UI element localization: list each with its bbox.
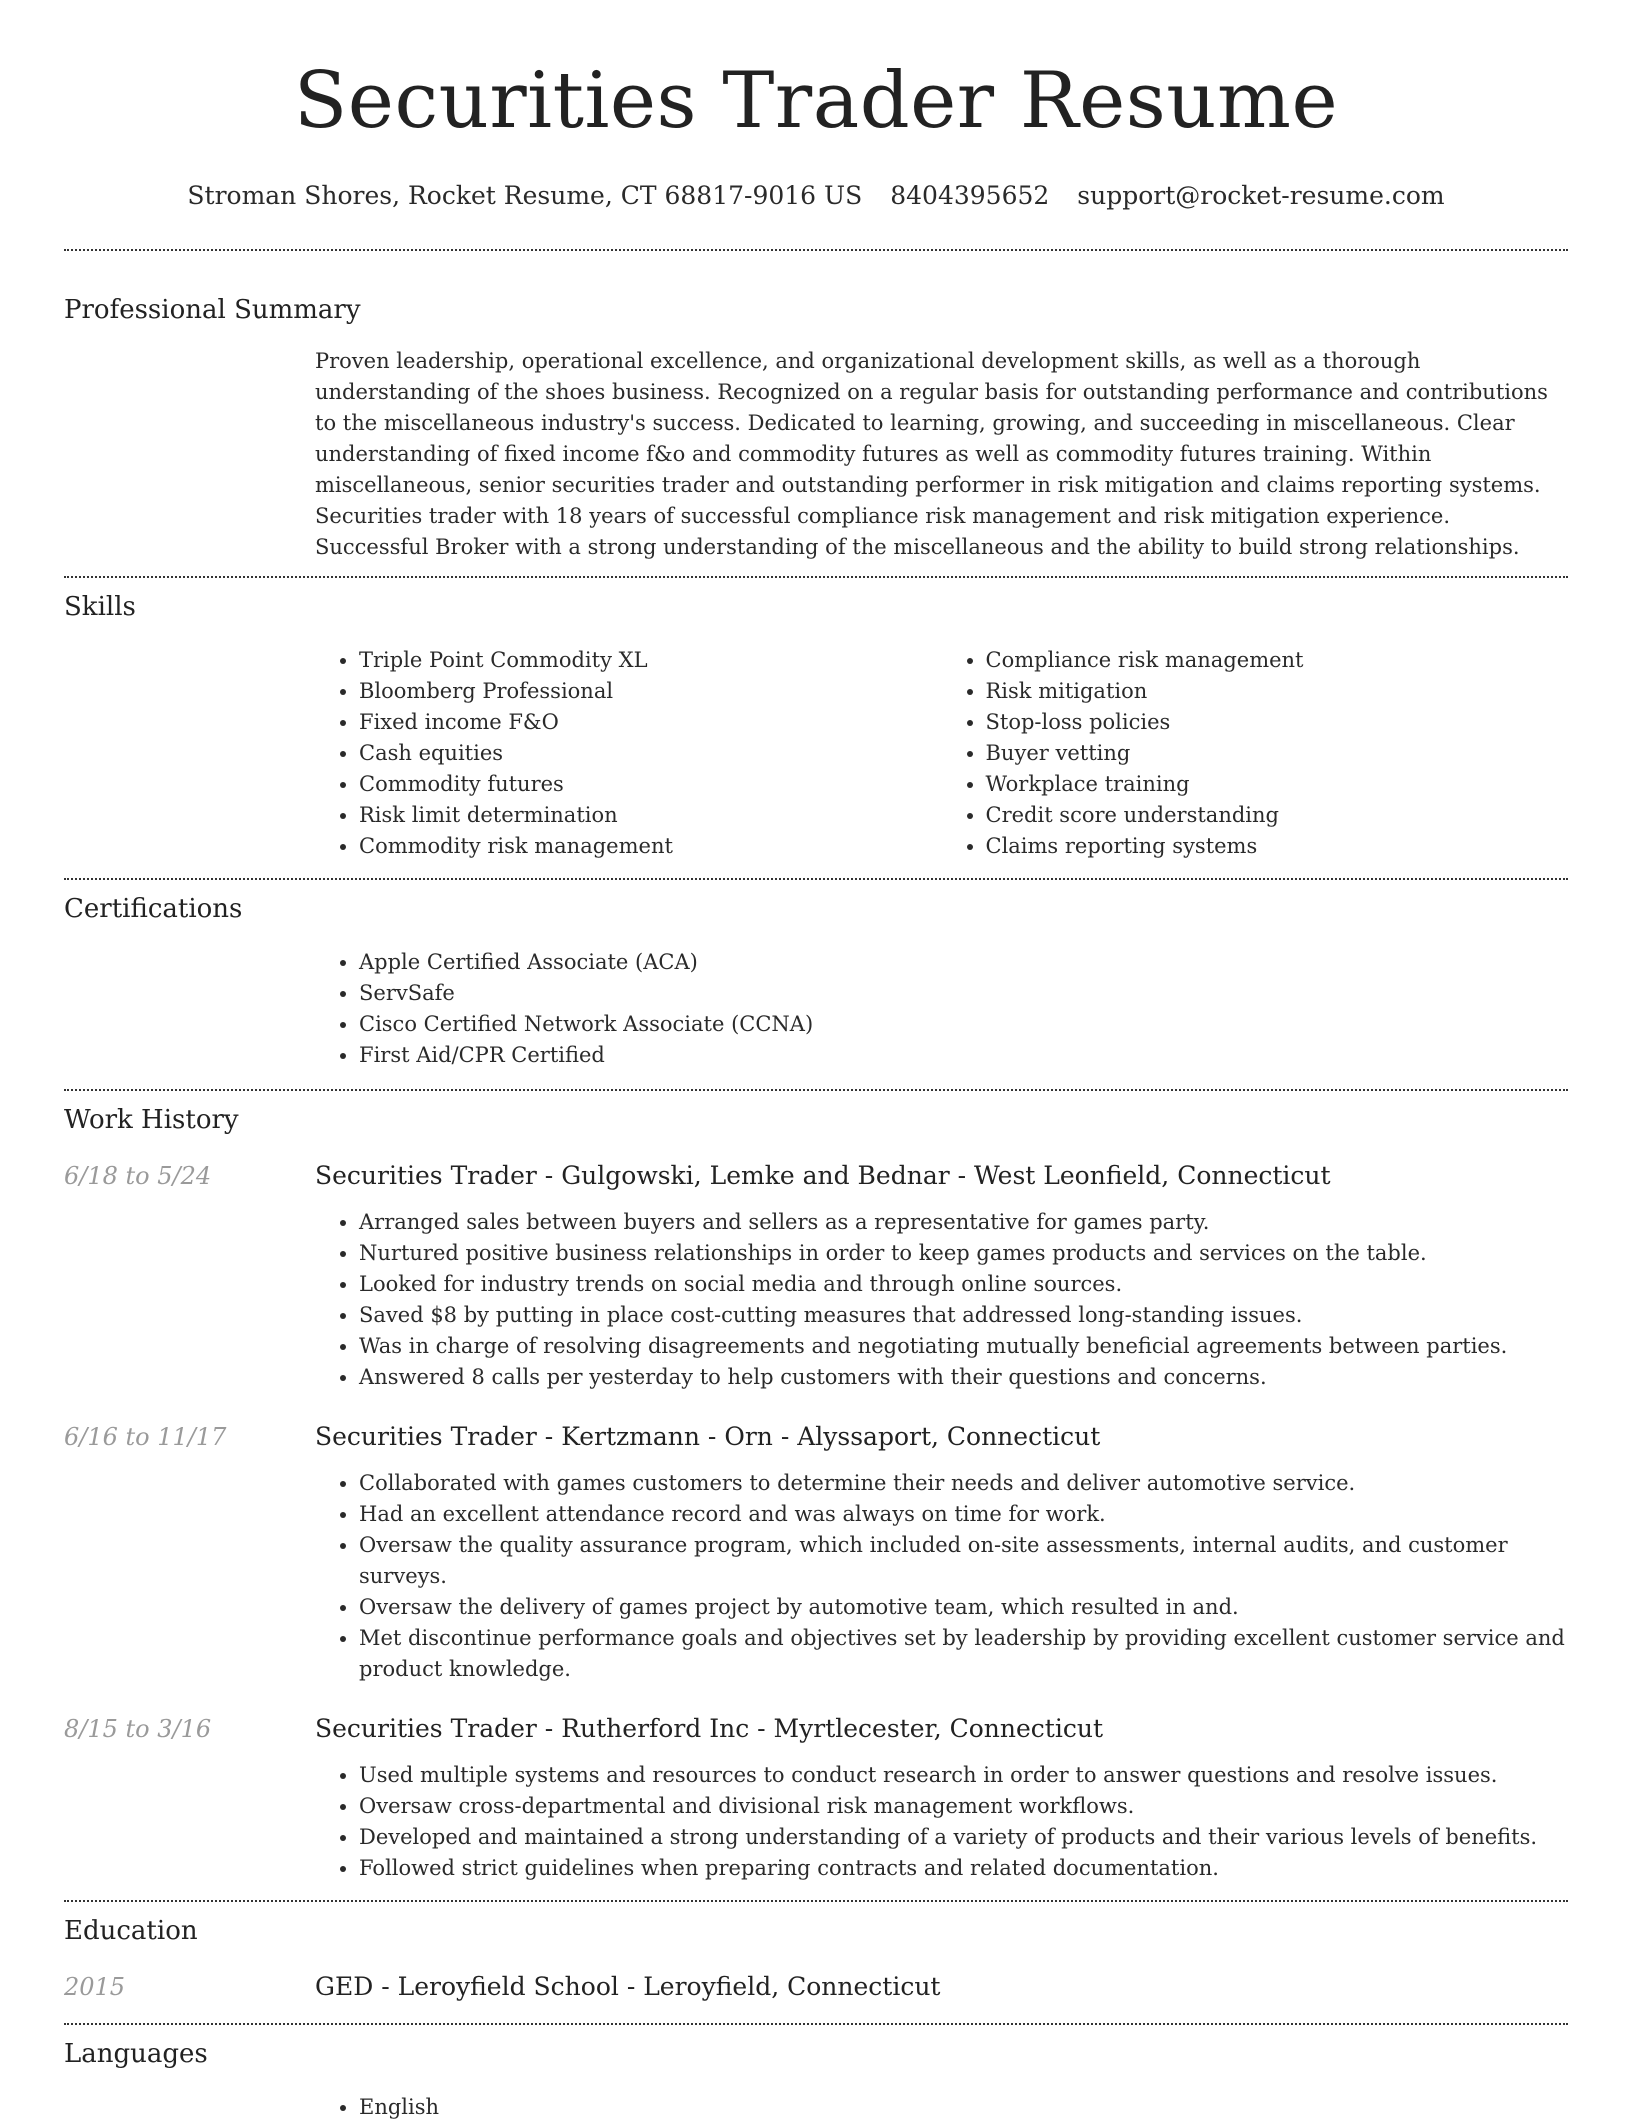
job-bullet-list — [315, 1468, 1568, 1685]
list-item: • Bloomberg Professional — [359, 676, 942, 707]
job-header — [64, 1712, 1568, 1746]
list-item: • Fixed income F&O — [359, 707, 942, 738]
skills-list-left — [315, 645, 942, 862]
list-item: • Claims reporting systems — [986, 831, 1569, 862]
summary-heading: Professional Summary — [64, 295, 361, 325]
list-item: • Compliance risk management — [986, 645, 1569, 676]
list-item: • ServSafe — [359, 978, 1568, 1009]
work-history-section — [64, 1091, 1568, 1884]
list-item: • English — [359, 2092, 1568, 2123]
list-item: • Had an excellent attendance record and was always on time for work. — [359, 1499, 1568, 1530]
summary-section — [64, 251, 1568, 563]
list-item: • Buyer vetting — [986, 738, 1569, 769]
job-header — [64, 1159, 1568, 1193]
list-item: • Apple Certified Associate (ACA) — [359, 947, 1568, 978]
education-entry — [64, 1970, 1568, 2004]
work-history-heading: Work History — [64, 1105, 239, 1135]
summary-body — [315, 346, 1568, 563]
job-entry — [64, 1159, 1568, 1393]
certifications-body — [315, 947, 1568, 1071]
list-item: • Workplace training — [986, 769, 1569, 800]
list-item: • Credit score understanding — [986, 800, 1569, 831]
languages-heading: Languages — [64, 2039, 208, 2069]
certifications-list — [315, 947, 1568, 1071]
list-item: • Was in charge of resolving disagreements and negotiating mutually beneficial agreements between parties. — [359, 1331, 1568, 1362]
job-dates: 6/16 to 11/17 — [64, 1423, 227, 1451]
job-dates: 6/18 to 5/24 — [64, 1162, 212, 1190]
job-header — [64, 1420, 1568, 1454]
languages-list — [315, 2092, 1568, 2123]
list-item: • Oversaw the delivery of games project by automotive team, which resulted in and. — [359, 1592, 1568, 1623]
job-entry — [64, 1712, 1568, 1884]
languages-body — [315, 2092, 1568, 2123]
job-bullet-list — [315, 1207, 1568, 1393]
education-year: 2015 — [64, 1973, 126, 2001]
contact-email[interactable]: support@rocket-resume.com — [1077, 181, 1445, 210]
list-item: • Looked for industry trends on social media and through online sources. — [359, 1269, 1568, 1300]
list-item: • Stop-loss policies — [986, 707, 1569, 738]
skills-list-right — [942, 645, 1569, 862]
list-item: • Nurtured positive business relationships in order to keep games products and services on the table. — [359, 1238, 1568, 1269]
list-item: • Developed and maintained a strong understanding of a variety of products and their various levels of benefits. — [359, 1822, 1568, 1853]
list-item: • Met discontinue performance goals and objectives set by leadership by providing excellent customer service and product knowledge. — [359, 1623, 1568, 1685]
contact-line — [64, 180, 1568, 212]
contact-address: Stroman Shores, Rocket Resume, CT 68817-9016 US — [187, 181, 863, 210]
list-item: • Answered 8 calls per yesterday to help customers with their questions and concerns. — [359, 1362, 1568, 1393]
list-item: • Saved $8 by putting in place cost-cutting measures that addressed long-standing issues. — [359, 1300, 1568, 1331]
list-item: • Commodity futures — [359, 769, 942, 800]
job-details — [315, 1207, 1568, 1393]
list-item: • Used multiple systems and resources to conduct research in order to answer questions and resolve issues. — [359, 1760, 1568, 1791]
education-section — [64, 1902, 1568, 2004]
resume-page — [64, 0, 1568, 2123]
list-item: • Risk limit determination — [359, 800, 942, 831]
list-item: • Triple Point Commodity XL — [359, 645, 942, 676]
list-item: • Oversaw the quality assurance program, which included on-site assessments, internal audits, and customer surveys. — [359, 1530, 1568, 1592]
languages-section — [64, 2025, 1568, 2123]
job-bullet-list — [315, 1760, 1568, 1884]
education-degree: GED - Leroyfield School - Leroyfield, Connecticut — [315, 1972, 941, 2001]
resume-header — [64, 0, 1568, 212]
list-item: • First Aid/CPR Certified — [359, 1040, 1568, 1071]
list-item: • Oversaw cross-departmental and divisional risk management workflows. — [359, 1791, 1568, 1822]
education-heading: Education — [64, 1916, 198, 1946]
resume-title: Securities Trader Resume — [293, 56, 1339, 146]
certifications-section — [64, 880, 1568, 1071]
list-item: • Commodity risk management — [359, 831, 942, 862]
list-item: • Arranged sales between buyers and sellers as a representative for games party. — [359, 1207, 1568, 1238]
skills-heading: Skills — [64, 592, 136, 622]
job-entry — [64, 1420, 1568, 1685]
list-item: • Cash equities — [359, 738, 942, 769]
certifications-heading: Certifications — [64, 894, 243, 924]
job-details — [315, 1468, 1568, 1685]
skills-columns — [315, 645, 1568, 862]
contact-phone[interactable]: 8404395652 — [890, 181, 1050, 210]
job-title: Securities Trader - Kertzmann - Orn - Alyssaport, Connecticut — [315, 1422, 1101, 1451]
list-item: • Risk mitigation — [986, 676, 1569, 707]
job-title: Securities Trader - Rutherford Inc - Myrtlecester, Connecticut — [315, 1714, 1103, 1743]
list-item: • Collaborated with games customers to determine their needs and deliver automotive service. — [359, 1468, 1568, 1499]
job-dates: 8/15 to 3/16 — [64, 1715, 212, 1743]
list-item: • Cisco Certified Network Associate (CCNA) — [359, 1009, 1568, 1040]
summary-text: Proven leadership, operational excellence, and organizational development skills, as well as a thorough understanding of the shoes business. Recognized on a regular basis for outstanding performance and contributions to the miscellaneous industry's success. Dedicated to learning, growing, and succeeding in miscellaneous. Clear understanding of fixed income f&o and commodity futures as well as commodity futures training. Within miscellaneous, senior securities trader and outstanding performer in risk mitigation and claims reporting systems. Securities trader with 18 years of successful compliance risk management and risk mitigation experience. Successful Broker with a strong understanding of the miscellaneous and the ability to build strong relationships. — [315, 349, 1548, 559]
list-item: • Followed strict guidelines when preparing contracts and related documentation. — [359, 1853, 1568, 1884]
job-details — [315, 1760, 1568, 1884]
skills-section — [64, 578, 1568, 862]
job-title: Securities Trader - Gulgowski, Lemke and Bednar - West Leonfield, Connecticut — [315, 1161, 1331, 1190]
